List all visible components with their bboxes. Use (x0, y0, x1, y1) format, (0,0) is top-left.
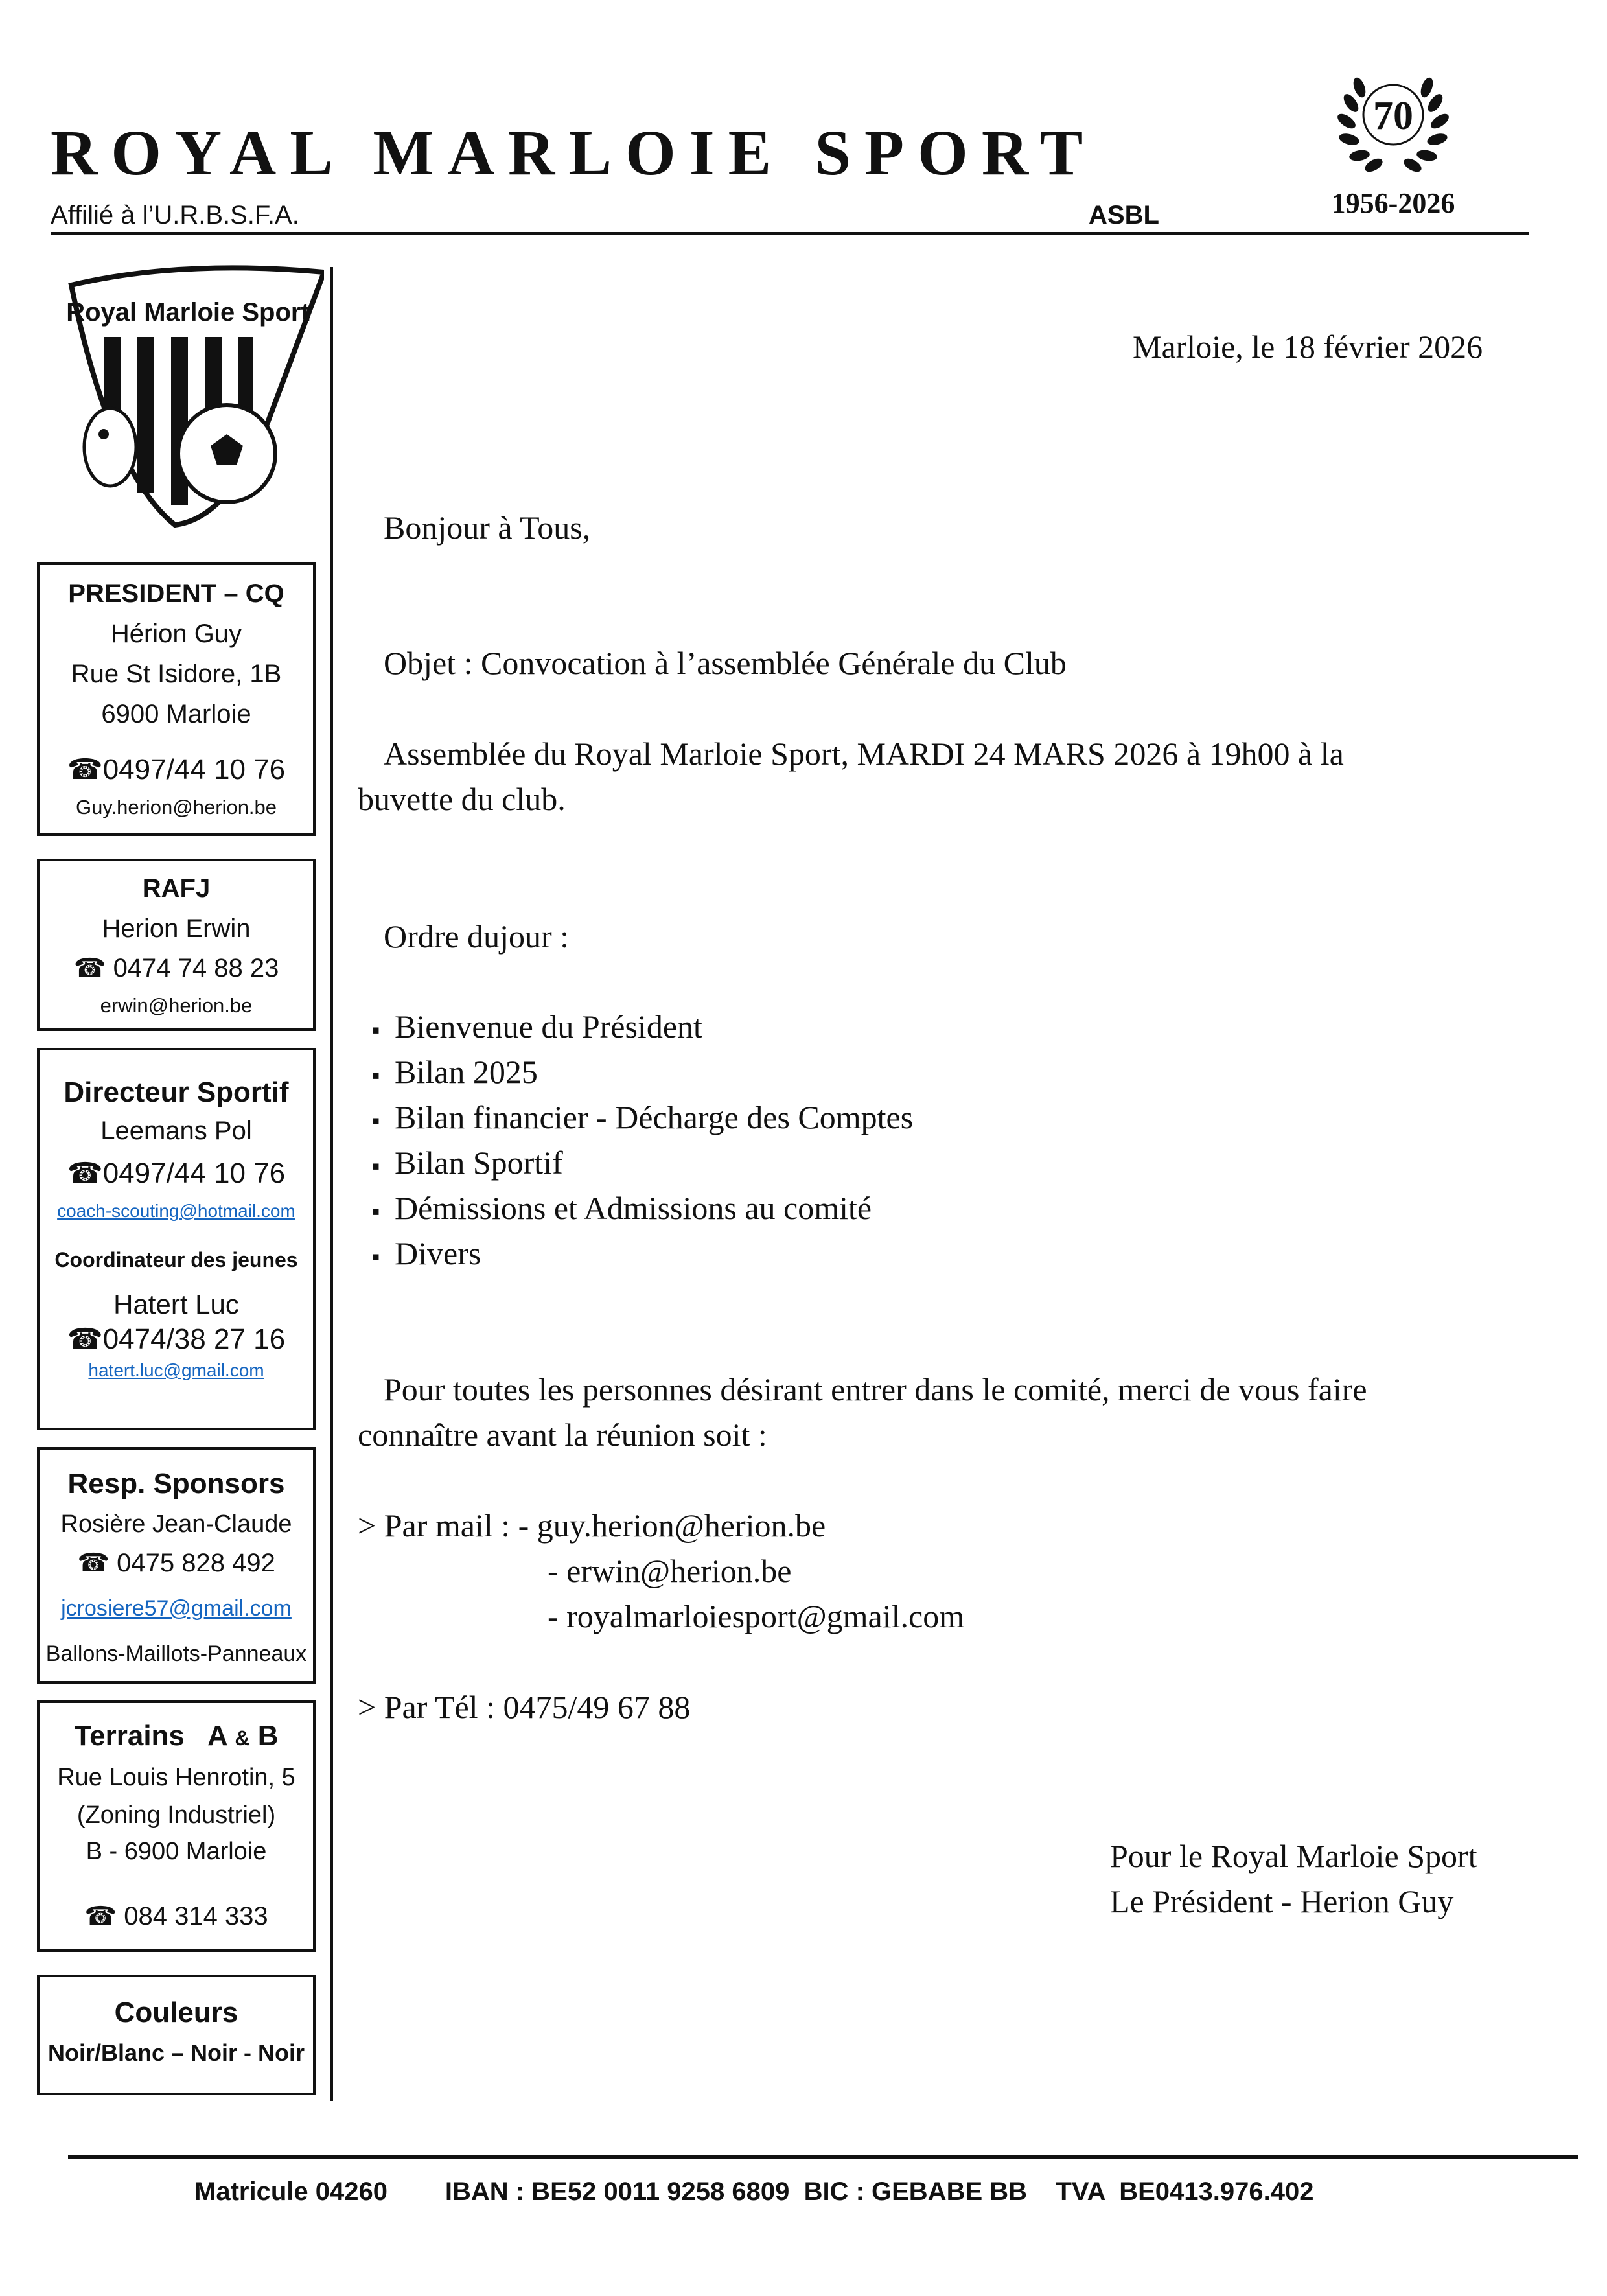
phone-icon: ☎ (67, 754, 103, 785)
sponsors-title: Resp. Sponsors (67, 1468, 285, 1500)
phone-icon: ☎ (73, 954, 113, 982)
footer-bank-details (194, 2177, 1314, 2207)
anniversary-number: 70 (1373, 94, 1413, 138)
president-city: 6900 Marloie (101, 700, 251, 728)
sidebar-divider (330, 267, 333, 2101)
youth-coordinator-name: Hatert Luc (113, 1289, 239, 1319)
assembly-line-1: Assemblée du Royal Marloie Sport, MARDI 24 MARS 2026 à 19h00 à la (384, 736, 1344, 772)
colors-title: Couleurs (114, 1997, 238, 2028)
terrains-street: Rue Louis Henrotin, 5 (57, 1764, 295, 1791)
youth-coordinator-phone: 0474/38 27 16 (102, 1323, 286, 1355)
terrains-title-b: B (257, 1720, 279, 1752)
sport-box (37, 1048, 316, 1430)
header-divider (51, 232, 1529, 235)
president-title: PRESIDENT – CQ (68, 579, 284, 608)
phone-icon: ☎ (84, 1902, 124, 1931)
footer-divider (68, 2155, 1578, 2159)
footer-tva: TVA BE0413.976.402 (1056, 2177, 1314, 2206)
rafj-title: RAFJ (142, 874, 211, 903)
terrains-title-a: A (207, 1720, 227, 1752)
phone-icon: ☎ (77, 1549, 117, 1577)
logo-text: Royal Marloie Sport (66, 298, 310, 327)
sponsors-note: Ballons-Maillots-Panneaux (45, 1641, 307, 1666)
agenda-item: ▪ Démissions et Admissions au comité (371, 1189, 872, 1227)
signature-line-1: Pour le Royal Marloie Sport (1110, 1838, 1477, 1874)
committee-line-2: connaître avant la réunion soit : (358, 1417, 767, 1453)
committee-line-1: Pour toutes les personnes désirant entrer dans le comité, merci de vous faire (384, 1371, 1367, 1408)
rafj-phone: 0474 74 88 23 (113, 954, 279, 982)
contact-mail-3: - royalmarloiesport@gmail.com (548, 1598, 965, 1634)
sponsors-name: Rosière Jean-Claude (60, 1511, 292, 1538)
terrains-box (37, 1700, 316, 1952)
terrains-title (40, 1720, 313, 1752)
agenda-item: ▪ Divers (371, 1235, 481, 1272)
youth-coordinator-title: Coordinateur des jeunes (54, 1248, 298, 1271)
sport-email-link[interactable]: coach-scouting@hotmail.com (57, 1201, 295, 1221)
contact-mail-2: - erwin@herion.be (548, 1553, 792, 1589)
letter-date: Marloie, le 18 février 2026 (1133, 329, 1483, 365)
agenda-item: ▪ Bienvenue du Président (371, 1008, 702, 1045)
president-box (37, 562, 316, 836)
president-phone: 0497/44 10 76 (102, 754, 286, 785)
phone-icon: ☎ (67, 1157, 103, 1189)
assembly-line-2: buvette du club. (358, 781, 566, 817)
colors-value: Noir/Blanc – Noir - Noir (47, 2039, 305, 2066)
terrains-zone: (Zoning Industriel) (76, 1802, 276, 1829)
sponsors-box (37, 1447, 316, 1684)
rafj-name: Herion Erwin (102, 914, 251, 943)
footer-iban: IBAN : BE52 0011 9258 6809 (445, 2177, 790, 2206)
anniversary-years: 1956-2026 (1331, 187, 1455, 219)
footer-matricule: Matricule 04260 (194, 2177, 387, 2206)
club-name-title: ROYAL MARLOIE SPORT (51, 117, 1097, 189)
agenda-item: ▪ Bilan Sportif (371, 1144, 563, 1181)
agenda-item: ▪ Bilan 2025 (371, 1053, 538, 1091)
agenda-item: ▪ Bilan financier - Décharge des Comptes (371, 1098, 913, 1136)
sponsors-phone: 0475 828 492 (117, 1549, 275, 1577)
agenda-title: Ordre dujour : (384, 918, 570, 955)
colors-box (37, 1975, 316, 2095)
sponsors-email-link[interactable]: jcrosiere57@gmail.com (61, 1596, 292, 1621)
president-street: Rue St Isidore, 1B (71, 660, 282, 688)
club-logo (32, 259, 324, 531)
president-name: Hérion Guy (110, 620, 242, 648)
terrains-city: B - 6900 Marloie (86, 1838, 267, 1865)
phone-icon: ☎ (67, 1323, 103, 1355)
legal-form: ASBL (1089, 201, 1159, 229)
terrains-title-amp: & (235, 1726, 250, 1750)
signature-line-2: Le Président - Herion Guy (1110, 1883, 1454, 1919)
terrains-phone: 084 314 333 (124, 1902, 268, 1931)
footer-bic: BIC : GEBABE BB (804, 2177, 1028, 2206)
rafj-email[interactable]: erwin@herion.be (100, 994, 253, 1017)
terrains-title-word: Terrains (74, 1720, 185, 1752)
letter-greeting: Bonjour à Tous, (384, 509, 591, 546)
president-email[interactable]: Guy.herion@herion.be (75, 796, 277, 818)
sport-phone: 0497/44 10 76 (102, 1157, 286, 1189)
contact-phone: > Par Tél : 0475/49 67 88 (358, 1689, 691, 1725)
youth-coordinator-email-link[interactable]: hatert.luc@gmail.com (88, 1360, 264, 1380)
rafj-box (37, 859, 316, 1031)
letter-subject: Objet : Convocation à l’assemblée Générale du Club (384, 645, 1067, 681)
contact-mail-1: > Par mail : - guy.herion@herion.be (358, 1507, 826, 1544)
sport-title: Directeur Sportif (64, 1076, 289, 1108)
sport-name: Leemans Pol (100, 1117, 252, 1145)
affiliation-text: Affilié à l’U.R.B.S.F.A. (51, 201, 299, 229)
